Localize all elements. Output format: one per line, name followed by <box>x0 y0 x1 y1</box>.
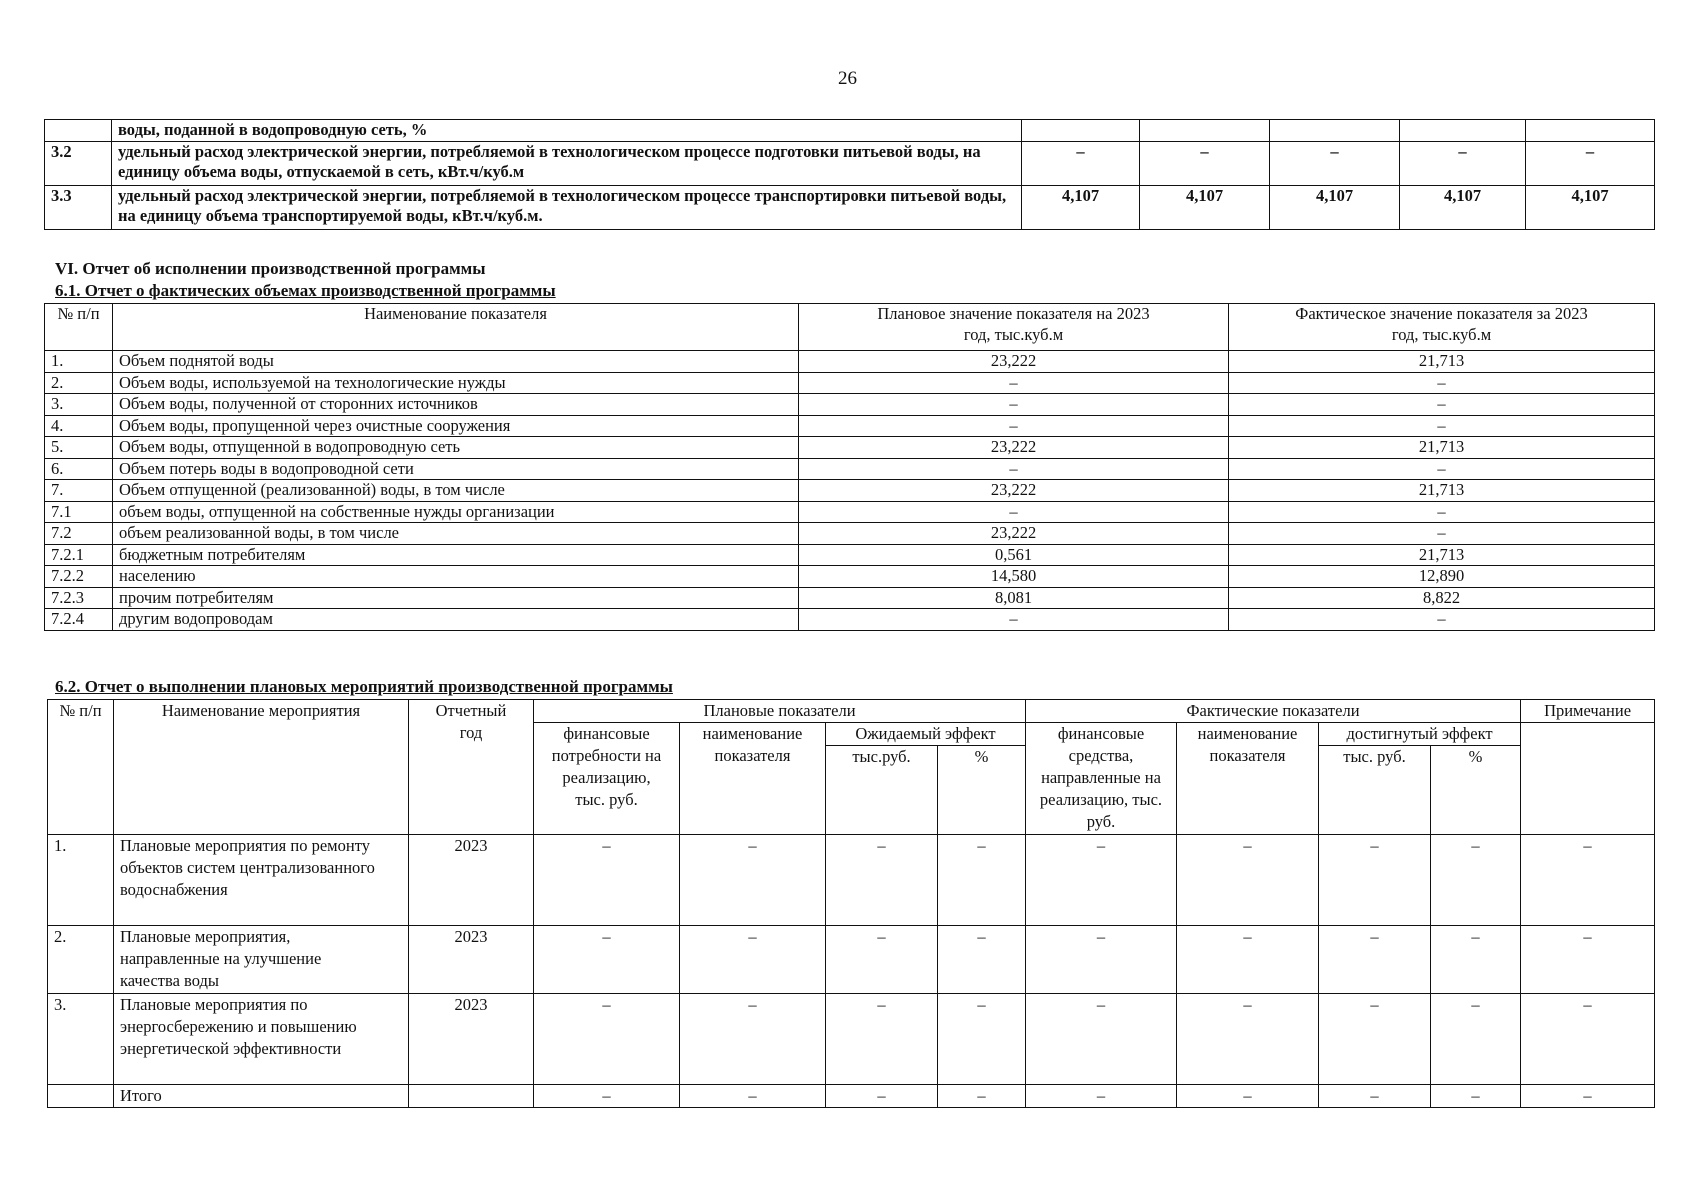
planned-value: 23,222 <box>799 351 1229 373</box>
value-cell <box>1022 120 1140 142</box>
table-row <box>45 480 1655 502</box>
table-row <box>48 835 1655 926</box>
table-row <box>45 351 1655 373</box>
value-cell: – <box>938 926 1026 994</box>
planned-value: 8,081 <box>799 587 1229 609</box>
value-cell: – <box>1521 994 1655 1085</box>
value-cell: – <box>1521 835 1655 926</box>
row-number: 7.2.4 <box>45 609 113 631</box>
row-number: 7.2.2 <box>45 566 113 588</box>
value-cell: – <box>1400 142 1526 186</box>
section-subtitle: 6.1. Отчет о фактических объемах производственной программы <box>55 281 556 300</box>
value-cell: – <box>938 835 1026 926</box>
value-cell: – <box>1177 926 1319 994</box>
value-cell: – <box>1521 926 1655 994</box>
measure-name: Плановые мероприятия по энергосбережению и повышению энергетической эффективности <box>114 994 409 1085</box>
header-actual: Фактическое значение показателя за 2023 год, тыс.куб.м <box>1229 304 1655 351</box>
planned-value: 23,222 <box>799 480 1229 502</box>
value-cell: – <box>938 1085 1026 1108</box>
value-cell: – <box>680 1085 826 1108</box>
planned-value: – <box>799 372 1229 394</box>
table-row <box>45 372 1655 394</box>
row-number: 5. <box>45 437 113 459</box>
value-cell: – <box>1319 994 1431 1085</box>
actual-value: – <box>1229 394 1655 416</box>
production-volumes-table <box>44 303 1655 631</box>
value-cell: 4,107 <box>1526 186 1655 230</box>
header-achieved-effect: достигнутый эффект <box>1319 723 1521 746</box>
actual-value: – <box>1229 501 1655 523</box>
value-cell: 4,107 <box>1022 186 1140 230</box>
value-cell: – <box>534 835 680 926</box>
planned-value: – <box>799 415 1229 437</box>
header-name: Наименование мероприятия <box>114 700 409 835</box>
value-cell: – <box>1431 1085 1521 1108</box>
indicator-name: бюджетным потребителям <box>113 544 799 566</box>
energy-indicators-table <box>44 119 1655 230</box>
indicator-name: Объем отпущенной (реализованной) воды, в том числе <box>113 480 799 502</box>
value-cell: – <box>534 994 680 1085</box>
header-fin-spent: финансовые средства, направленные на реализацию, тыс. руб. <box>1026 723 1177 835</box>
row-number: 6. <box>45 458 113 480</box>
header-name: Наименование показателя <box>113 304 799 351</box>
value-cell: – <box>680 926 826 994</box>
value-cell <box>1140 120 1270 142</box>
actual-value: – <box>1229 458 1655 480</box>
value-cell: 4,107 <box>1140 186 1270 230</box>
table-row <box>45 566 1655 588</box>
value-cell: – <box>1431 994 1521 1085</box>
value-cell: – <box>1026 1085 1177 1108</box>
actual-value: 8,822 <box>1229 587 1655 609</box>
value-cell: – <box>1026 926 1177 994</box>
table-row-total <box>48 1085 1655 1108</box>
row-number: 3. <box>48 994 114 1085</box>
value-cell: – <box>1177 835 1319 926</box>
table-row <box>45 142 1655 186</box>
value-cell: – <box>826 835 938 926</box>
row-number <box>45 120 112 142</box>
header-planned: Плановое значение показателя на 2023 год, тыс.куб.м <box>799 304 1229 351</box>
row-number: 7. <box>45 480 113 502</box>
value-cell: – <box>1177 1085 1319 1108</box>
value-cell: – <box>1026 994 1177 1085</box>
value-cell: – <box>534 1085 680 1108</box>
value-cell: – <box>1526 142 1655 186</box>
header-tys-rub-actual: тыс. руб. <box>1319 746 1431 835</box>
value-cell: – <box>1431 926 1521 994</box>
value-cell: 4,107 <box>1400 186 1526 230</box>
table-row <box>45 544 1655 566</box>
row-number: 3.2 <box>45 142 112 186</box>
value-cell: – <box>680 835 826 926</box>
indicator-name: Объем воды, отпущенной в водопроводную сеть <box>113 437 799 459</box>
indicator-name: прочим потребителям <box>113 587 799 609</box>
value-cell: – <box>826 994 938 1085</box>
actual-value: – <box>1229 523 1655 545</box>
table-header-row <box>45 304 1655 351</box>
row-number: 1. <box>45 351 113 373</box>
row-number: 7.2.3 <box>45 587 113 609</box>
value-cell: – <box>826 926 938 994</box>
row-number: 7.2.1 <box>45 544 113 566</box>
indicator-name: Объем воды, полученной от сторонних источников <box>113 394 799 416</box>
indicator-name: удельный расход электрической энергии, потребляемой в технологическом процессе подготовки питьевой воды, на единицу объема воды, отпускаемой в сеть, кВт.ч/куб.м <box>112 142 1022 186</box>
row-number: 3. <box>45 394 113 416</box>
value-cell <box>1526 120 1655 142</box>
indicator-name: удельный расход электрической энергии, потребляемой в технологическом процессе транспортировки питьевой воды, на единицу объема транспортируемой воды, кВт.ч/куб.м. <box>112 186 1022 230</box>
value-cell: – <box>1177 994 1319 1085</box>
value-cell: – <box>938 994 1026 1085</box>
value-cell: – <box>534 926 680 994</box>
header-pct-plan: % <box>938 746 1026 835</box>
table-row <box>45 501 1655 523</box>
planned-value: – <box>799 609 1229 631</box>
header-num: № п/п <box>45 304 113 351</box>
indicator-name: Объем воды, используемой на технологические нужды <box>113 372 799 394</box>
value-cell: – <box>1431 835 1521 926</box>
value-cell <box>1270 120 1400 142</box>
actual-value: 21,713 <box>1229 544 1655 566</box>
header-num: № п/п <box>48 700 114 835</box>
indicator-name: объем воды, отпущенной на собственные нужды организации <box>113 501 799 523</box>
row-number: 2. <box>48 926 114 994</box>
table-row <box>48 926 1655 994</box>
header-year: Отчетный год <box>409 700 534 835</box>
table-row <box>45 120 1655 142</box>
header-fin-needs: финансовые потребности на реализацию, тыс. руб. <box>534 723 680 835</box>
value-cell: – <box>1140 142 1270 186</box>
actual-value: – <box>1229 415 1655 437</box>
actual-value: – <box>1229 609 1655 631</box>
table-header-row <box>48 700 1655 723</box>
actual-value: 21,713 <box>1229 437 1655 459</box>
planned-value: – <box>799 458 1229 480</box>
actual-value: 12,890 <box>1229 566 1655 588</box>
header-indicator-name-actual: наименование показателя <box>1177 723 1319 835</box>
planned-value: – <box>799 501 1229 523</box>
actual-value: – <box>1229 372 1655 394</box>
indicator-name: Объем потерь воды в водопроводной сети <box>113 458 799 480</box>
page-number: 26 <box>838 68 857 89</box>
planned-value: 23,222 <box>799 437 1229 459</box>
row-number: 3.3 <box>45 186 112 230</box>
indicator-name: другим водопроводам <box>113 609 799 631</box>
header-note: Примечание <box>1521 700 1655 723</box>
value-cell: – <box>1319 1085 1431 1108</box>
planned-value: – <box>799 394 1229 416</box>
value-cell: – <box>680 994 826 1085</box>
header-planned-group: Плановые показатели <box>534 700 1026 723</box>
table-row <box>45 609 1655 631</box>
value-cell: – <box>1319 926 1431 994</box>
report-year <box>409 1085 534 1108</box>
header-pct-actual: % <box>1431 746 1521 835</box>
value-cell: – <box>1026 835 1177 926</box>
actual-value: 21,713 <box>1229 480 1655 502</box>
value-cell: 4,107 <box>1270 186 1400 230</box>
measure-name: Плановые мероприятия, направленные на улучшение качества воды <box>114 926 409 994</box>
header-note-blank <box>1521 723 1655 835</box>
value-cell: – <box>1521 1085 1655 1108</box>
value-cell <box>1400 120 1526 142</box>
section-title: VI. Отчет об исполнении производственной программы <box>55 259 486 278</box>
report-year: 2023 <box>409 835 534 926</box>
indicator-name: воды, поданной в водопроводную сеть, % <box>112 120 1022 142</box>
report-year: 2023 <box>409 994 534 1085</box>
row-number: 7.2 <box>45 523 113 545</box>
indicator-name: Объем воды, пропущенной через очистные сооружения <box>113 415 799 437</box>
row-number: 4. <box>45 415 113 437</box>
report-year: 2023 <box>409 926 534 994</box>
row-number: 2. <box>45 372 113 394</box>
planned-value: 0,561 <box>799 544 1229 566</box>
table-row <box>45 186 1655 230</box>
table-row <box>45 415 1655 437</box>
value-cell: – <box>1270 142 1400 186</box>
header-indicator-name-plan: наименование показателя <box>680 723 826 835</box>
planned-measures-table <box>47 699 1655 1108</box>
value-cell: – <box>1022 142 1140 186</box>
row-number: 1. <box>48 835 114 926</box>
header-actual-group: Фактические показатели <box>1026 700 1521 723</box>
actual-value: 21,713 <box>1229 351 1655 373</box>
row-number <box>48 1085 114 1108</box>
value-cell: – <box>1319 835 1431 926</box>
indicator-name: населению <box>113 566 799 588</box>
indicator-name: Объем поднятой воды <box>113 351 799 373</box>
measure-name: Итого <box>114 1085 409 1108</box>
header-tys-rub-plan: тыс.руб. <box>826 746 938 835</box>
table-row <box>48 994 1655 1085</box>
indicator-name: объем реализованной воды, в том числе <box>113 523 799 545</box>
row-number: 7.1 <box>45 501 113 523</box>
value-cell: – <box>826 1085 938 1108</box>
header-expected-effect: Ожидаемый эффект <box>826 723 1026 746</box>
table-row <box>45 394 1655 416</box>
table-row <box>45 587 1655 609</box>
table-row <box>45 458 1655 480</box>
planned-value: 14,580 <box>799 566 1229 588</box>
table-row <box>45 437 1655 459</box>
planned-value: 23,222 <box>799 523 1229 545</box>
measure-name: Плановые мероприятия по ремонту объектов систем централизованного водоснабжения <box>114 835 409 926</box>
table-row <box>45 523 1655 545</box>
section-subtitle-6-2: 6.2. Отчет о выполнении плановых мероприятий производственной программы <box>55 677 673 696</box>
